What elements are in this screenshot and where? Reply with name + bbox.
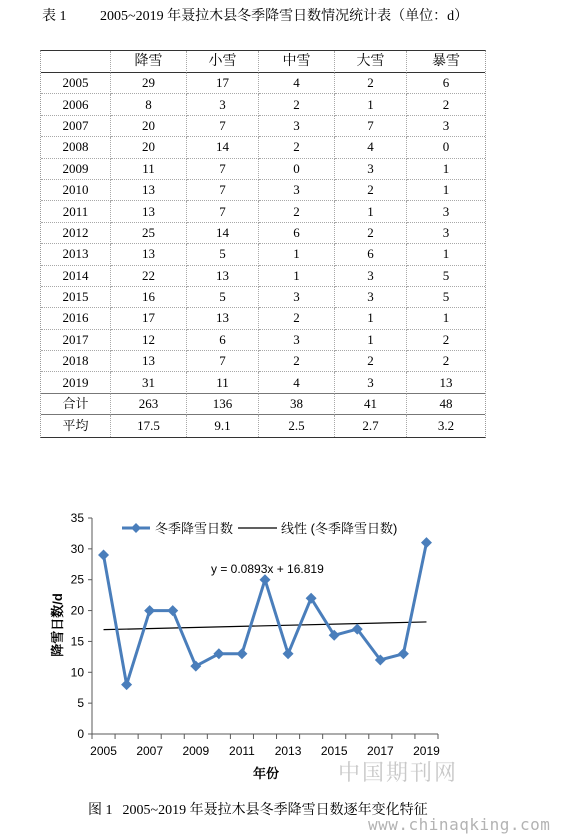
table-cell: 3	[259, 116, 335, 137]
table-row-label: 2009	[41, 159, 111, 180]
table-cell: 2	[407, 94, 485, 115]
table-cell: 1	[407, 180, 485, 201]
table-header-cell: 中雪	[259, 51, 335, 73]
table-header-cell: 暴雪	[407, 51, 485, 73]
table-row-label: 2005	[41, 73, 111, 94]
table-row-label: 2019	[41, 372, 111, 393]
table-cell: 16	[111, 287, 187, 308]
table-cell: 4	[335, 137, 407, 158]
table-label: 表 1	[42, 9, 67, 24]
table-cell: 9.1	[187, 415, 259, 436]
table-cell: 14	[187, 223, 259, 244]
y-tick-label: 25	[70, 572, 84, 587]
data-point-2011	[236, 648, 247, 659]
table-row-label: 合计	[41, 394, 111, 415]
table-cell: 13	[111, 180, 187, 201]
figure-label: 图 1	[88, 803, 113, 818]
y-tick-label: 20	[70, 603, 84, 618]
x-tick-label: 2017	[366, 744, 394, 758]
watermark-url: www.chinaqking.com	[368, 815, 551, 834]
table-row-label: 2017	[41, 330, 111, 351]
data-point-2008	[167, 605, 178, 616]
table-cell: 17.5	[111, 415, 187, 436]
table-header-cell: 降雪	[111, 51, 187, 73]
snowfall-line-chart	[0, 490, 564, 800]
table-cell: 0	[407, 137, 485, 158]
legend-diamond-marker-icon	[131, 523, 141, 533]
x-tick-label: 2009	[182, 744, 210, 758]
x-tick-label: 2015	[320, 744, 348, 758]
table-cell: 11	[187, 372, 259, 393]
data-point-2007	[144, 605, 155, 616]
trendline-equation: y = 0.0893x + 16.819	[211, 562, 324, 576]
table-cell: 6	[407, 73, 485, 94]
x-tick-label: 2019	[413, 744, 440, 758]
table-cell: 136	[187, 394, 259, 415]
table-cell: 5	[407, 266, 485, 287]
table-cell: 12	[111, 330, 187, 351]
y-tick-label: 15	[70, 634, 84, 649]
table-cell: 17	[111, 308, 187, 329]
data-point-2019	[421, 537, 432, 548]
table-cell: 2	[407, 351, 485, 372]
table-cell: 3	[335, 287, 407, 308]
table-cell: 13	[407, 372, 485, 393]
table-cell: 7	[335, 116, 407, 137]
table-cell: 5	[187, 244, 259, 265]
table-header-cell: 大雪	[335, 51, 407, 73]
table-cell: 13	[111, 201, 187, 222]
table-cell: 13	[187, 266, 259, 287]
y-tick-label: 35	[70, 511, 84, 525]
data-point-2010	[213, 648, 224, 659]
watermark-site-name: 中国期刊网	[338, 761, 459, 786]
table-cell: 2	[259, 94, 335, 115]
table-header-corner	[41, 51, 111, 73]
y-tick-label: 0	[77, 727, 84, 741]
trendline	[104, 622, 427, 630]
table-cell: 7	[187, 351, 259, 372]
x-tick-label: 2007	[136, 744, 164, 758]
table-cell: 41	[335, 394, 407, 415]
table-row-label: 2010	[41, 180, 111, 201]
table-cell: 29	[111, 73, 187, 94]
snowfall-statistics-table	[40, 50, 486, 438]
data-point-2009	[190, 661, 201, 672]
x-tick-label: 2011	[229, 744, 255, 758]
table-cell: 1	[259, 266, 335, 287]
table-cell: 0	[259, 159, 335, 180]
table-cell: 3	[259, 287, 335, 308]
table-cell: 3	[259, 180, 335, 201]
table-row-label: 2011	[41, 201, 111, 222]
table-cell: 48	[407, 394, 485, 415]
table-cell: 2	[407, 330, 485, 351]
table-cell: 3	[335, 266, 407, 287]
table-cell: 1	[335, 308, 407, 329]
table-cell: 3	[335, 159, 407, 180]
table-cell: 31	[111, 372, 187, 393]
table-cell: 6	[259, 223, 335, 244]
table-cell: 3	[259, 330, 335, 351]
y-axis-title: 降雪日数/d	[50, 593, 65, 657]
data-point-2018	[398, 648, 409, 659]
table-cell: 7	[187, 159, 259, 180]
table-cell: 7	[187, 201, 259, 222]
table-row-label: 2014	[41, 266, 111, 287]
y-tick-label: 10	[70, 665, 84, 680]
legend-trendline-label: 线性 (冬季降雪日数)	[281, 521, 398, 536]
data-point-2013	[283, 648, 294, 659]
table-cell: 2	[335, 351, 407, 372]
table-cell: 38	[259, 394, 335, 415]
table-cell: 20	[111, 137, 187, 158]
table-cell: 6	[335, 244, 407, 265]
table-cell: 14	[187, 137, 259, 158]
table-cell: 263	[111, 394, 187, 415]
table-cell: 2	[335, 73, 407, 94]
legend-series-label: 冬季降雪日数	[155, 521, 234, 536]
table-cell: 25	[111, 223, 187, 244]
table-row-label: 平均	[41, 415, 111, 436]
data-point-2006	[121, 679, 132, 690]
table-cell: 3	[407, 116, 485, 137]
table-cell: 3	[407, 223, 485, 244]
table-cell: 1	[259, 244, 335, 265]
figure-caption-text: 2005~2019 年聂拉木县冬季降雪日数逐年变化特征	[122, 803, 428, 818]
x-tick-label: 2005	[90, 744, 117, 758]
table-cell: 3	[407, 201, 485, 222]
table-cell: 7	[187, 116, 259, 137]
table-cell: 13	[111, 351, 187, 372]
table-cell: 3	[187, 94, 259, 115]
table-header-cell: 小雪	[187, 51, 259, 73]
table-cell: 1	[407, 308, 485, 329]
table-cell: 2	[335, 180, 407, 201]
table-row-label: 2007	[41, 116, 111, 137]
table-cell: 1	[407, 244, 485, 265]
table-cell: 13	[111, 244, 187, 265]
table-cell: 2.7	[335, 415, 407, 436]
table-cell: 2	[259, 201, 335, 222]
table-row-label: 2016	[41, 308, 111, 329]
table-cell: 2	[259, 351, 335, 372]
table-cell: 3	[335, 372, 407, 393]
table-cell: 4	[259, 73, 335, 94]
x-axis-title: 年份	[252, 766, 280, 781]
chart-legend	[122, 521, 397, 536]
table-cell: 2	[259, 137, 335, 158]
table-cell: 4	[259, 372, 335, 393]
table-cell: 20	[111, 116, 187, 137]
table-row-label: 2015	[41, 287, 111, 308]
table-row-label: 2012	[41, 223, 111, 244]
table-row-label: 2008	[41, 137, 111, 158]
table-cell: 2.5	[259, 415, 335, 436]
table-cell: 13	[187, 308, 259, 329]
table-row-label: 2018	[41, 351, 111, 372]
table-cell: 2	[259, 308, 335, 329]
chart-plot-area	[71, 511, 440, 758]
table-cell: 1	[335, 94, 407, 115]
y-tick-label: 30	[70, 541, 84, 556]
table-row-label: 2013	[41, 244, 111, 265]
table-cell: 1	[335, 201, 407, 222]
table-cell: 7	[187, 180, 259, 201]
table-cell: 5	[407, 287, 485, 308]
table-cell: 1	[407, 159, 485, 180]
table-cell: 2	[335, 223, 407, 244]
table-cell: 3.2	[437, 417, 455, 433]
table-cell: 1	[335, 330, 407, 351]
table-cell: 22	[111, 266, 187, 287]
table-cell: 8	[111, 94, 187, 115]
table-row-label: 2006	[41, 94, 111, 115]
y-tick-label: 5	[77, 696, 84, 711]
table-cell: 5	[187, 287, 259, 308]
table-title: 2005~2019 年聂拉木县冬季降雪日数情况统计表（单位：d）	[100, 9, 469, 24]
table-cell: 6	[187, 330, 259, 351]
x-tick-label: 2013	[274, 744, 302, 758]
table-cell: 17	[187, 73, 259, 94]
data-point-2005	[98, 550, 109, 561]
table-cell: 11	[111, 159, 187, 180]
